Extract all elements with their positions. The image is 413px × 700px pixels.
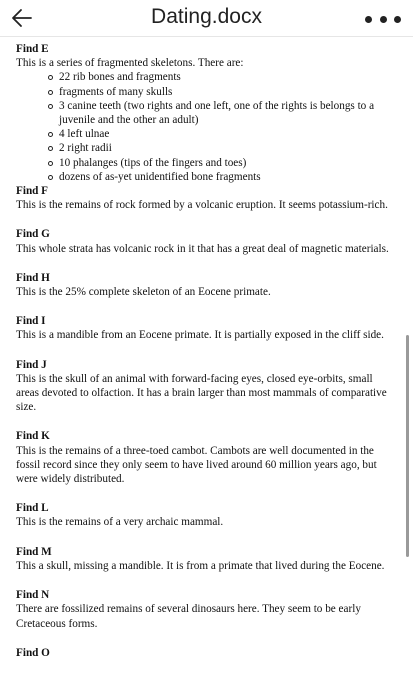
find-heading: Find N — [16, 589, 50, 602]
more-horizontal-icon — [365, 16, 372, 23]
find-heading: Find E — [16, 43, 49, 55]
find-heading: Find H — [16, 271, 50, 284]
find-description: This whole strata has volcanic rock in it that has a great deal of magnetic materials. — [16, 242, 389, 255]
more-horizontal-icon — [394, 16, 401, 23]
find-description: This is the remains of a three-toed cambot. Cambots are well documented in the fossil record since they only seem to have lived around 60 million years ago, but were widely distributed. — [16, 444, 377, 486]
more-options-button[interactable] — [365, 10, 401, 28]
document-content — [16, 42, 396, 675]
find-description: This is the 25% complete skeleton of an Eocene primate. — [16, 286, 271, 299]
find-section — [16, 227, 396, 255]
app-header — [0, 0, 413, 37]
find-description: This is a mandible from an Eocene primate. It is partially exposed in the cliff side. — [16, 329, 384, 342]
find-heading: Find F — [16, 185, 49, 198]
scrollbar[interactable] — [406, 335, 409, 557]
list-item: 10 phalanges (tips of the fingers and toes) — [48, 156, 396, 170]
find-section — [16, 184, 396, 212]
find-section — [16, 588, 396, 631]
list-item: fragments of many skulls — [48, 85, 396, 99]
find-heading: Find G — [16, 228, 50, 241]
find-section — [16, 42, 396, 184]
find-description: This is the remains of a very archaic mammal. — [16, 516, 224, 529]
list-item: 3 canine teeth (two rights and one left, one of the rights is belongs to a juvenile and the other an adult) — [48, 99, 396, 127]
document-title: Dating.docx — [151, 5, 262, 28]
find-description: This a skull, missing a mandible. It is from a primate that lived during the Eocene. — [16, 559, 385, 572]
find-description: There are fossilized remains of several dinosaurs here. They seem to be early Cretaceous forms. — [16, 603, 361, 630]
find-heading: Find M — [16, 545, 52, 558]
find-section — [16, 545, 396, 573]
find-description: This is the skull of an animal with forward-facing eyes, closed eye-orbits, small areas devoted to olfaction. It has a brain larger than most mammals of comparative size. — [16, 372, 387, 414]
list-item: 22 rib bones and fragments — [48, 70, 396, 84]
find-section — [16, 314, 396, 342]
find-section — [16, 501, 396, 529]
find-heading: Find L — [16, 502, 49, 515]
find-section — [16, 429, 396, 486]
find-section — [16, 358, 396, 415]
find-heading: Find I — [16, 315, 46, 328]
back-button[interactable] — [8, 4, 36, 32]
find-description: This is the remains of rock formed by a volcanic eruption. It seems potassium-rich. — [16, 199, 388, 212]
find-description: This is a series of fragmented skeletons. There are: — [16, 57, 244, 70]
find-heading: Find O — [16, 646, 50, 659]
find-section — [16, 271, 396, 299]
find-heading: Find K — [16, 430, 50, 443]
find-heading: Find J — [16, 358, 47, 371]
find-section — [16, 646, 396, 660]
list-item: 4 left ulnae — [48, 127, 396, 141]
list-item: dozens of as-yet unidentified bone fragments — [48, 170, 396, 184]
fragment-list — [16, 70, 396, 184]
arrow-left-icon — [10, 6, 34, 30]
list-item: 2 right radii — [48, 141, 396, 155]
document-viewer[interactable] — [0, 37, 413, 700]
more-horizontal-icon — [380, 16, 387, 23]
